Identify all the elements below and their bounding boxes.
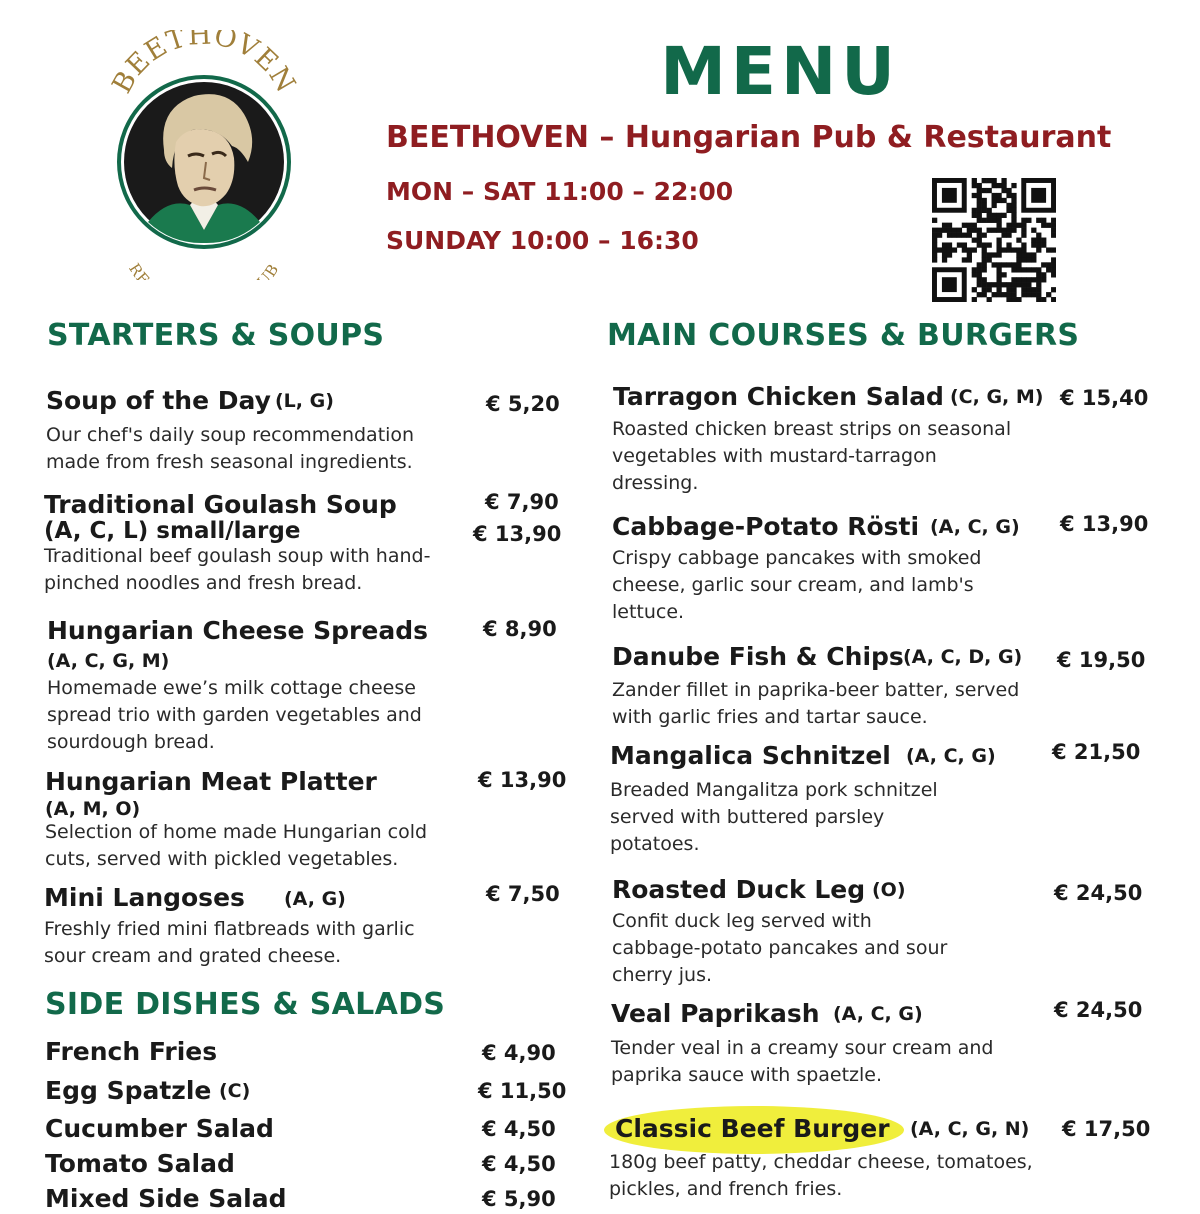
item-name: Cucumber Salad bbox=[45, 1114, 274, 1143]
item-allergens: (A, G) bbox=[284, 888, 346, 910]
item-allergens: (A, C, G) bbox=[833, 1003, 923, 1025]
hours-weekday: MON – SAT 11:00 – 22:00 bbox=[386, 177, 734, 206]
description-line: Selection of home made Hungarian cold bbox=[45, 821, 428, 843]
item-price: € 4,50 bbox=[482, 1117, 556, 1141]
item-name: Veal Paprikash bbox=[611, 999, 820, 1028]
description-line: Freshly fried mini flatbreads with garlic bbox=[44, 918, 415, 940]
description-line: with garlic fries and tartar sauce. bbox=[612, 706, 928, 728]
logo-top-text: BEETHOVEN bbox=[108, 30, 300, 99]
description-line: Our chef's daily soup recommendation bbox=[46, 424, 415, 446]
description-line: cheese, garlic sour cream, and lamb's bbox=[612, 574, 974, 596]
description-line: Homemade ewe’s milk cottage cheese bbox=[47, 677, 416, 699]
description-line: served with buttered parsley bbox=[610, 806, 885, 828]
qr-code[interactable] bbox=[932, 178, 1056, 302]
item-price: € 19,50 bbox=[1057, 648, 1146, 672]
item-price: € 13,90 bbox=[1060, 512, 1149, 536]
item-price: € 13,90 bbox=[478, 768, 567, 792]
item-name: Mini Langoses bbox=[44, 883, 245, 912]
item-allergens: (C) bbox=[219, 1080, 251, 1102]
item-name: Tomato Salad bbox=[45, 1149, 235, 1178]
item-description bbox=[609, 1149, 1033, 1203]
description-line: Traditional beef goulash soup with hand- bbox=[44, 545, 431, 567]
item-name: Traditional Goulash Soup bbox=[44, 490, 397, 519]
item-name: French Fries bbox=[45, 1037, 218, 1066]
description-line: made from fresh seasonal ingredients. bbox=[46, 451, 413, 473]
starters-heading: STARTERS & SOUPS bbox=[47, 318, 385, 353]
qr-code-icon bbox=[932, 178, 1056, 302]
description-line: sourdough bread. bbox=[47, 731, 215, 753]
item-name: Hungarian Meat Platter bbox=[45, 767, 377, 796]
item-price: € 7,50 bbox=[486, 882, 560, 906]
svg-text:RESTAURANT & PUB bbox=[125, 260, 283, 280]
item-name: Roasted Duck Leg bbox=[612, 875, 866, 904]
item-allergens: (A, C, G) bbox=[906, 745, 996, 767]
item-price: € 4,90 bbox=[482, 1041, 556, 1065]
item-price: € 8,90 bbox=[483, 617, 557, 641]
description-line: Crispy cabbage pancakes with smoked bbox=[612, 547, 982, 569]
description-line: pinched noodles and fresh bread. bbox=[44, 572, 363, 594]
item-price: € 15,40 bbox=[1060, 386, 1149, 410]
item-description bbox=[612, 416, 1011, 497]
item-allergens: (A, C, G) bbox=[930, 516, 1020, 538]
description-line: pickles, and french fries. bbox=[609, 1178, 843, 1200]
item-allergens: (A, C, D, G) bbox=[903, 646, 1023, 668]
item-allergens: (A, C, G, M) bbox=[47, 650, 170, 672]
item-price: € 21,50 bbox=[1052, 740, 1141, 764]
description-line: Confit duck leg served with bbox=[612, 910, 872, 932]
item-allergens: (O) bbox=[872, 879, 906, 901]
restaurant-logo bbox=[108, 30, 300, 280]
description-line: spread trio with garden vegetables and bbox=[47, 704, 422, 726]
description-line: paprika sauce with spaetzle. bbox=[611, 1064, 883, 1086]
item-allergens: (A, C, G, N) bbox=[910, 1118, 1030, 1140]
item-name: Mixed Side Salad bbox=[45, 1184, 287, 1213]
item-name: Danube Fish & Chips bbox=[612, 642, 904, 671]
logo-bottom-text: RE UB bbox=[125, 260, 283, 280]
item-description bbox=[45, 819, 427, 873]
beethoven-portrait-logo bbox=[108, 30, 300, 280]
menu-title: MENU bbox=[660, 33, 900, 110]
description-line: dressing. bbox=[612, 472, 699, 494]
item-name: Mangalica Schnitzel bbox=[610, 741, 891, 770]
item-price: € 11,50 bbox=[478, 1079, 567, 1103]
item-price: € 5,20 bbox=[486, 392, 560, 416]
item-allergens: (A, C, L) small/large bbox=[44, 518, 301, 544]
description-line: cuts, served with pickled vegetables. bbox=[45, 848, 399, 870]
description-line: Tender veal in a creamy sour cream and bbox=[611, 1037, 994, 1059]
description-line: potatoes. bbox=[610, 833, 700, 855]
item-price: € 24,50 bbox=[1054, 998, 1143, 1022]
item-price: € 5,90 bbox=[482, 1187, 556, 1211]
description-line: 180g beef patty, cheddar cheese, tomatoes, bbox=[609, 1151, 1033, 1173]
description-line: sour cream and grated cheese. bbox=[44, 945, 342, 967]
item-price-small: € 7,90 bbox=[485, 490, 559, 514]
item-description bbox=[612, 677, 1019, 731]
item-price: € 24,50 bbox=[1054, 881, 1143, 905]
item-allergens: (A, M, O) bbox=[45, 798, 141, 820]
item-description bbox=[47, 675, 422, 756]
item-allergens: (L, G) bbox=[275, 390, 334, 412]
sides-heading: SIDE DISHES & SALADS bbox=[45, 987, 446, 1022]
item-description bbox=[612, 545, 982, 626]
restaurant-subtitle: BEETHOVEN – Hungarian Pub & Restaurant bbox=[386, 120, 1112, 155]
description-line: Breaded Mangalitza pork schnitzel bbox=[610, 779, 938, 801]
item-description bbox=[44, 543, 430, 597]
mains-heading: MAIN COURSES & BURGERS bbox=[607, 318, 1080, 353]
item-price-large: € 13,90 bbox=[473, 522, 562, 546]
description-line: cherry jus. bbox=[612, 964, 713, 986]
description-line: vegetables with mustard-tarragon bbox=[612, 445, 937, 467]
item-name: Hungarian Cheese Spreads bbox=[47, 616, 428, 645]
item-description bbox=[611, 1035, 994, 1089]
item-allergens: (C, G, M) bbox=[950, 386, 1044, 408]
item-description bbox=[610, 777, 938, 858]
description-line: cabbage-potato pancakes and sour bbox=[612, 937, 948, 959]
item-price: € 4,50 bbox=[482, 1152, 556, 1176]
item-description bbox=[46, 422, 414, 476]
hours-sunday: SUNDAY 10:00 – 16:30 bbox=[386, 226, 699, 255]
item-name: Tarragon Chicken Salad bbox=[613, 382, 944, 411]
description-line: lettuce. bbox=[612, 601, 685, 623]
item-description bbox=[612, 908, 947, 989]
item-price: € 17,50 bbox=[1062, 1117, 1151, 1141]
description-line: Zander fillet in paprika-beer batter, served bbox=[612, 679, 1020, 701]
item-description bbox=[44, 916, 415, 970]
item-name: Soup of the Day bbox=[46, 386, 271, 415]
item-name: Cabbage-Potato Rösti bbox=[612, 512, 920, 541]
item-name: Egg Spatzle bbox=[45, 1076, 212, 1105]
description-line: Roasted chicken breast strips on seasonal bbox=[612, 418, 1012, 440]
item-name: Classic Beef Burger bbox=[615, 1114, 890, 1143]
